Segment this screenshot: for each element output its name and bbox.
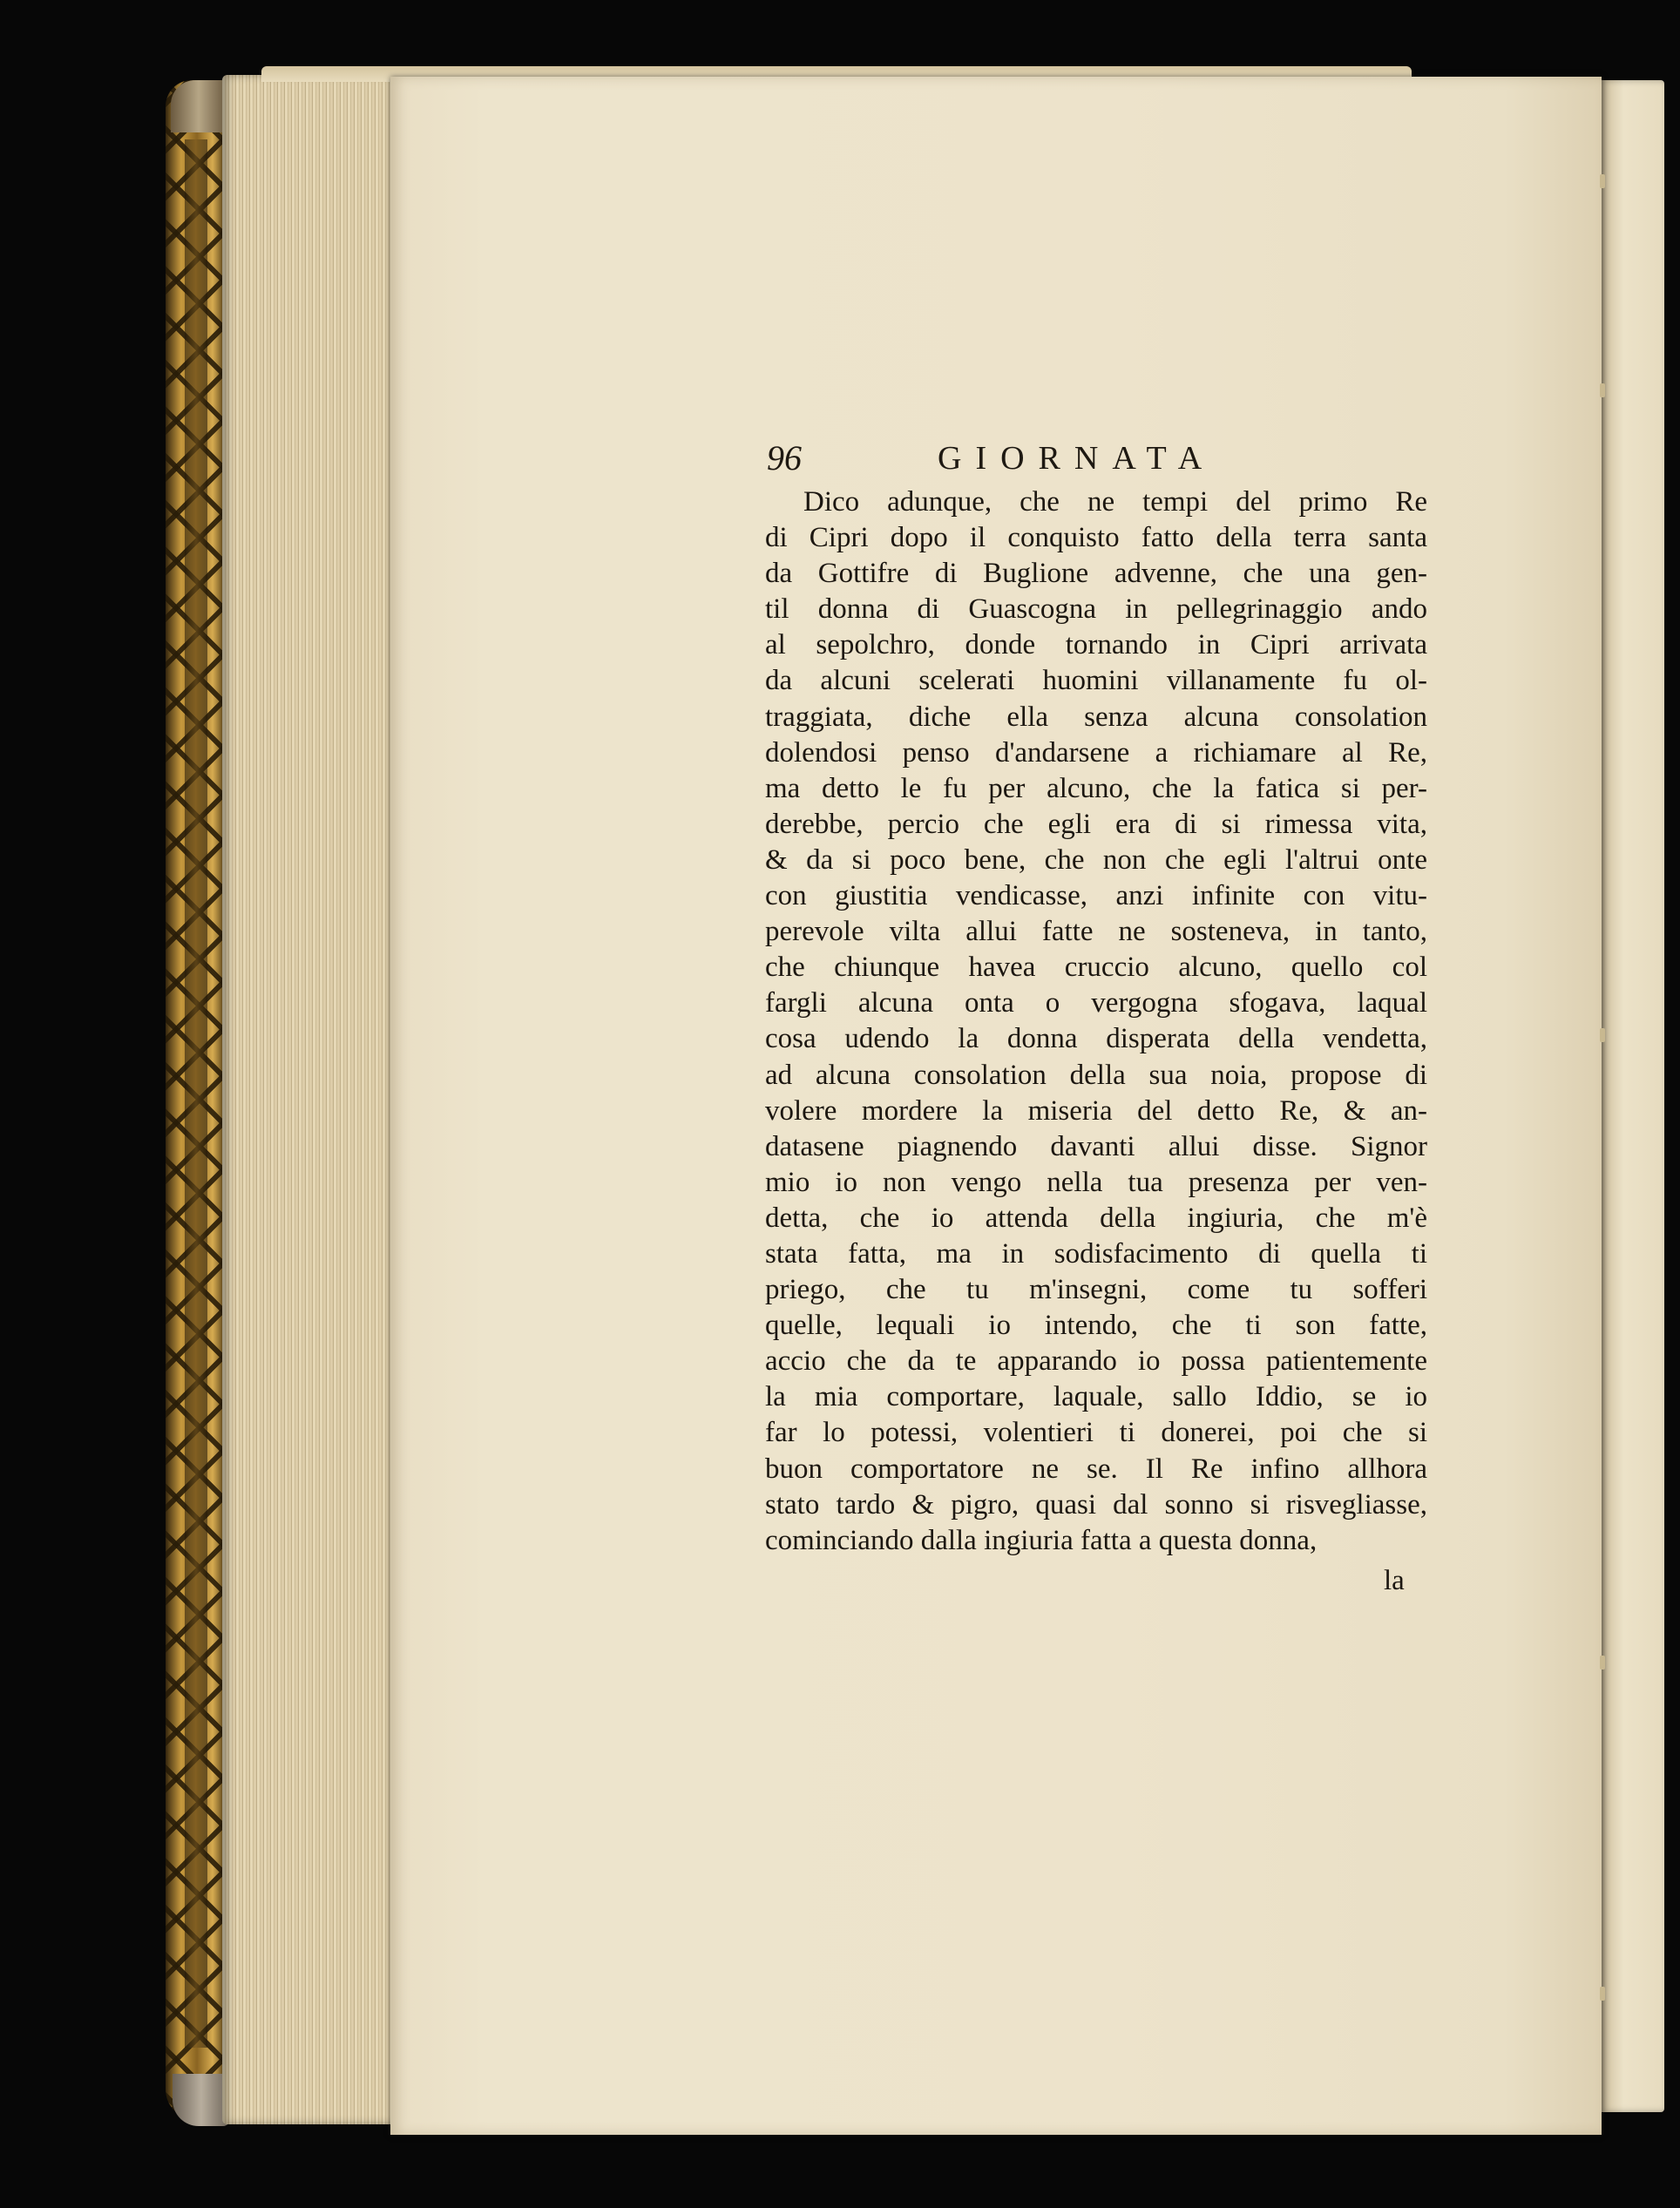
text-line: perevole vilta allui fatte ne sosteneva, in tanto, [765, 916, 1427, 948]
text-line: ma detto le fu per alcuno, che la fatica si per- [765, 772, 1427, 804]
page-edges [222, 75, 405, 2124]
text-line: far lo potessi, volentieri ti donerei, poi che si [765, 1417, 1427, 1449]
text-line: al sepolchro, donde tornando in Cipri arrivata [765, 629, 1427, 661]
text-line: volere mordere la miseria del detto Re, & an- [765, 1094, 1427, 1127]
text-line: ad alcuna consolation della sua noia, propose di [765, 1059, 1427, 1091]
text-line: accio che da te apparando io possa patientemente [765, 1345, 1427, 1378]
page-edge-mark [1600, 383, 1605, 397]
text-line: quelle, lequali io intendo, che ti son fatte, [765, 1310, 1427, 1342]
text-line: stata fatta, ma in sodisfacimento di quella ti [765, 1237, 1427, 1270]
text-line: til donna di Guascogna in pellegrinaggio ando [765, 593, 1427, 626]
text-line: la mia comportare, laquale, sallo Iddio, se io [765, 1381, 1427, 1413]
text-line: di Cipri dopo il conquisto fatto della terra santa [765, 522, 1427, 554]
text-line: fargli alcuna onta o vergogna sfogava, laqual [765, 987, 1427, 1019]
text-line: che chiunque havea cruccio alcuno, quello col [765, 952, 1427, 984]
text-line: mio io non vengo nella tua presenza per ven- [765, 1166, 1427, 1198]
text-line: detta, che io attenda della ingiuria, che m'è [765, 1202, 1427, 1234]
page-edge-mark [1600, 174, 1605, 188]
text-line: Dico adunque, che ne tempi del primo Re [803, 486, 1427, 518]
text-line: traggiata, diche ella senza alcuna consolation [765, 701, 1427, 733]
text-line: & da si poco bene, che non che egli l'altrui onte [765, 843, 1427, 876]
facing-page-edge [1602, 80, 1664, 2112]
text-line: cosa udendo la donna disperata della vendetta, [765, 1023, 1427, 1055]
text-line: buon comportatore ne se. Il Re infino allhora [765, 1453, 1427, 1485]
page-number: 96 [767, 438, 802, 477]
text-line: da alcuni scelerati huomini villanamente fu ol- [765, 665, 1427, 697]
page-header [767, 437, 1429, 483]
page-edge-mark [1600, 1656, 1605, 1670]
text-line: dolendosi penso d'andarsene a richiamare al Re, [765, 736, 1427, 769]
running-head: GIORNATA [938, 440, 1216, 477]
text-line: con giustitia vendicasse, anzi infinite con vitu- [765, 880, 1427, 912]
spine-headcap [171, 80, 227, 132]
text-line: derebbe, percio che egli era di si rimessa vita, [765, 808, 1427, 840]
page-edge-mark [1600, 1028, 1605, 1042]
page-edge-mark [1600, 1987, 1605, 2001]
body-text [765, 484, 1427, 1559]
catchword: la [1384, 1565, 1405, 1596]
text-line: da Gottifre di Buglione advenne, che una gen- [765, 558, 1427, 590]
text-line: stato tardo & pigro, quasi dal sonno si risvegliasse, [765, 1488, 1427, 1521]
text-line: datasene piagnendo davanti allui disse. Signor [765, 1130, 1427, 1162]
spine-ornament [185, 139, 207, 2048]
text-line: priego, che tu m'insegni, come tu sofferi [765, 1274, 1427, 1306]
text-line: cominciando dalla ingiuria fatta a questa donna, [765, 1524, 1318, 1556]
